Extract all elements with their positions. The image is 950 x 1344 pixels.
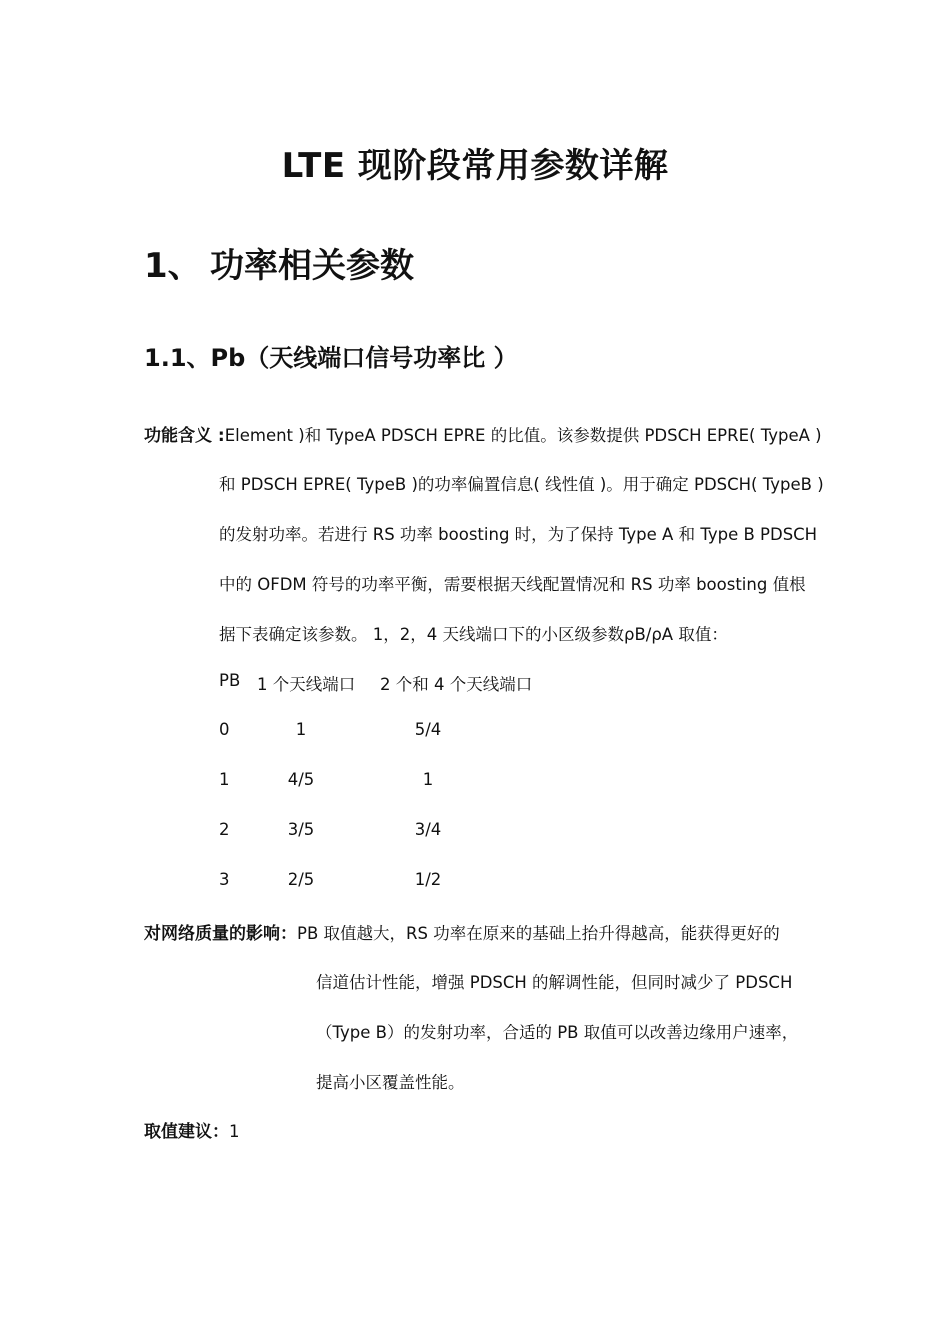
table-cell: 1/2 <box>414 870 442 889</box>
table-cell: 1 <box>422 770 434 789</box>
table-cell: 3/4 <box>414 820 442 839</box>
suggestion-value: 1 <box>229 1122 240 1141</box>
table-cell: 1 <box>219 770 230 789</box>
suggestion-label: 取值建议： <box>144 1122 229 1142</box>
section-title: 功率相关参数 <box>210 246 414 286</box>
function-line: 据下表确定该参数。 1，2，4 天线端口下的小区级参数ρB/ρA 取值： <box>219 625 728 644</box>
impact-paragraph-first-line <box>144 919 780 944</box>
impact-line: 信道估计性能，增强 PDSCH 的解调性能，但同时减少了 PDSCH <box>316 973 793 992</box>
section-number: 1、 <box>144 246 202 286</box>
function-line: 中的 OFDM 符号的功率平衡，需要根据天线配置情况和 RS 功率 boosting 值根 <box>219 575 806 594</box>
table-header-2-4-port: 2 个和 4 个天线端口 <box>380 675 533 694</box>
table-cell: 3/5 <box>287 820 315 839</box>
table-cell: 4/5 <box>287 770 315 789</box>
impact-line: PB 取值越大，RS 功率在原来的基础上抬升得越高，能获得更好的 <box>297 924 780 943</box>
table-cell: 0 <box>219 720 230 739</box>
table-cell: 1 <box>295 720 307 739</box>
impact-line: 提高小区覆盖性能。 <box>316 1073 465 1092</box>
subsection-heading-1-1: 1.1、Pb（天线端口信号功率比 ） <box>144 344 518 372</box>
page-title: LTE 现阶段常用参数详解 <box>281 146 669 186</box>
function-paragraph-first-line <box>144 421 822 446</box>
table-cell: 2/5 <box>287 870 315 889</box>
suggestion-line <box>144 1117 240 1142</box>
section-heading-1 <box>144 238 414 287</box>
table-header-1-port: 1 个天线端口 <box>257 675 356 694</box>
function-label: 功能含义 : <box>144 426 225 446</box>
function-line: Element )和 TypeA PDSCH EPRE 的比值。该参数提供 PDSCH EPRE( TypeA ) <box>224 426 822 445</box>
table-cell: 3 <box>219 870 230 889</box>
function-line: 的发射功率。若进行 RS 功率 boosting 时，为了保持 Type A 和 Type B PDSCH <box>219 525 818 544</box>
table-cell: 2 <box>219 820 230 839</box>
impact-line: （Type B）的发射功率，合适的 PB 取值可以改善边缘用户速率， <box>316 1023 799 1042</box>
table-header-pb: PB <box>219 671 241 690</box>
function-line: 和 PDSCH EPRE( TypeB )的功率偏置信息( 线性值 )。用于确定 PDSCH( TypeB ) <box>219 475 824 494</box>
impact-label: 对网络质量的影响： <box>144 924 297 944</box>
table-cell: 5/4 <box>414 720 442 739</box>
